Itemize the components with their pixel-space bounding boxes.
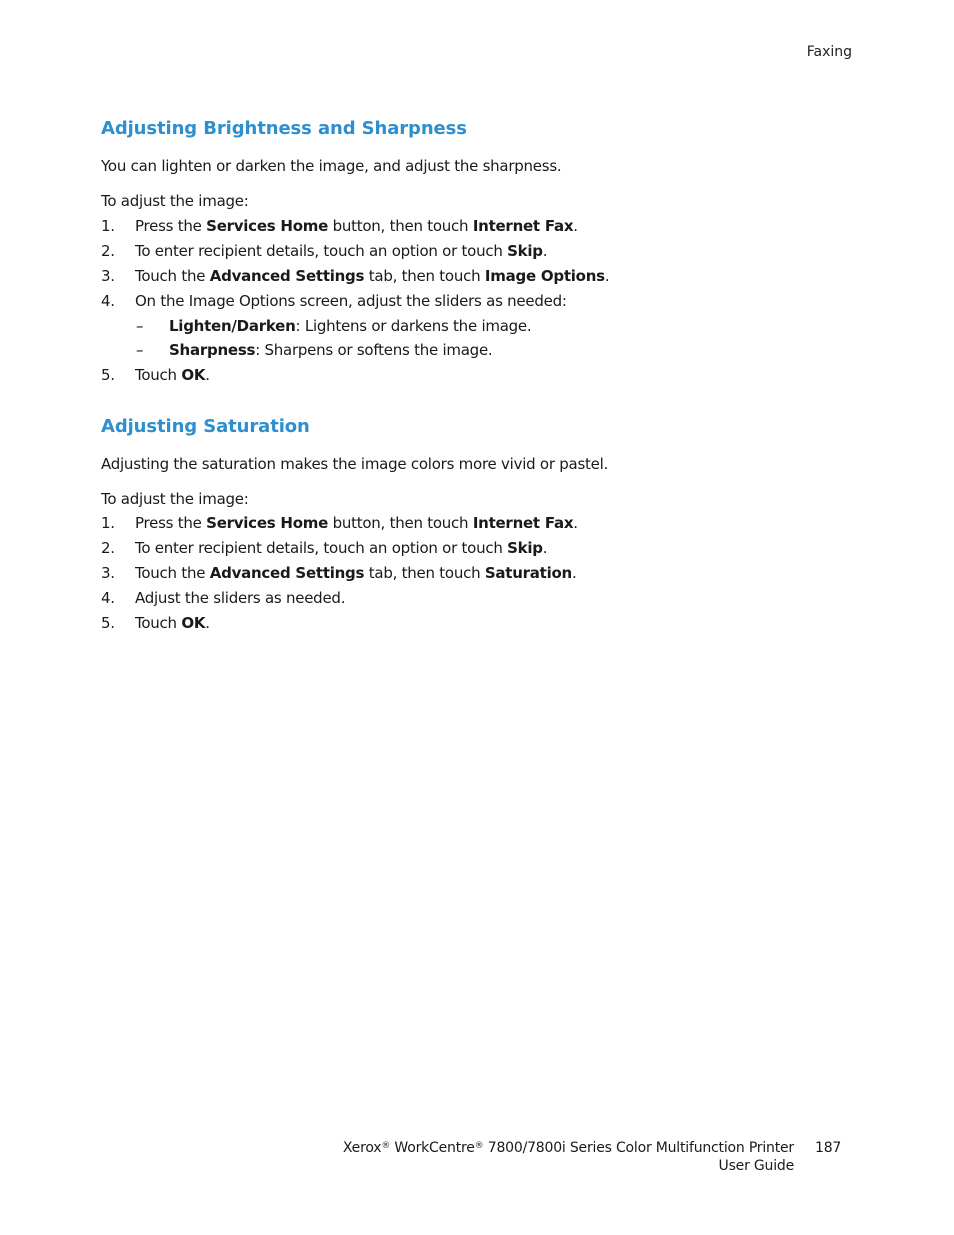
step-text: . <box>205 614 210 632</box>
section2-lead: To adjust the image: <box>101 490 249 508</box>
step-bold-term: Skip <box>507 539 543 557</box>
section-heading-brightness-sharpness: Adjusting Brightness and Sharpness <box>101 118 467 139</box>
step-text: . <box>205 366 210 384</box>
step-text: Touch the <box>135 267 210 285</box>
running-header: Faxing <box>806 44 852 60</box>
step-text: Press the <box>135 217 207 235</box>
step-text: Touch <box>135 614 182 632</box>
footer-product-line <box>343 1139 794 1157</box>
step-number: 3. <box>101 564 115 582</box>
step-text: To enter recipient details, touch an option or touch <box>135 242 508 260</box>
subitem-bold-term: Sharpness <box>169 341 256 359</box>
step-text: . <box>542 539 548 557</box>
subitem-bold-term: Lighten/Darken <box>169 317 296 335</box>
step-bold-term: Advanced Settings <box>209 564 365 582</box>
subitem-text: : Sharpens or softens the image. <box>255 341 493 359</box>
step-number: 5. <box>101 366 115 384</box>
step-bold-term: Internet Fax <box>472 514 574 532</box>
registered-mark: ® <box>381 1141 391 1151</box>
section2-intro: Adjusting the saturation makes the image colors more vivid or pastel. <box>101 455 609 473</box>
step-text: button, then touch <box>328 514 473 532</box>
footer-model: 7800/7800i Series Color Multifunction Printer <box>483 1140 794 1156</box>
step-text: . <box>573 217 578 235</box>
page-footer <box>343 1139 794 1175</box>
step-bold-term: Saturation <box>484 564 572 582</box>
step-number: 2. <box>101 242 115 260</box>
page-number: 187 <box>815 1140 842 1156</box>
step-text: . <box>542 242 548 260</box>
step-number: 1. <box>101 217 115 235</box>
step-bold-term: Services Home <box>206 217 329 235</box>
step-text: To enter recipient details, touch an option or touch <box>135 539 508 557</box>
dash-bullet: – <box>136 341 144 359</box>
step-text: button, then touch <box>328 217 473 235</box>
step-bold-term: Services Home <box>206 514 329 532</box>
section-heading-saturation: Adjusting Saturation <box>101 416 310 437</box>
step-number: 4. <box>101 589 115 607</box>
registered-mark: ® <box>474 1141 484 1151</box>
step-text: Adjust the sliders as needed. <box>135 589 346 607</box>
step-bold-term: Advanced Settings <box>209 267 365 285</box>
step-number: 4. <box>101 292 115 310</box>
step-text: tab, then touch <box>364 564 485 582</box>
step-bold-term: Internet Fax <box>472 217 574 235</box>
step-bold-term: OK <box>181 614 206 632</box>
footer-product: WorkCentre <box>390 1140 475 1156</box>
footer-doc-type: User Guide <box>718 1158 794 1174</box>
step-text: On the Image Options screen, adjust the sliders as needed: <box>135 292 567 310</box>
step-text: . <box>573 514 578 532</box>
footer-brand: Xerox <box>342 1140 382 1156</box>
step-number: 1. <box>101 514 115 532</box>
step-bold-term: Image Options <box>484 267 605 285</box>
step-bold-term: OK <box>181 366 206 384</box>
section1-lead: To adjust the image: <box>101 192 249 210</box>
step-text: . <box>571 564 577 582</box>
dash-bullet: – <box>136 317 144 335</box>
step-text: Press the <box>135 514 207 532</box>
step-number: 2. <box>101 539 115 557</box>
subitem-text: : Lightens or darkens the image. <box>295 317 532 335</box>
step-bold-term: Skip <box>507 242 543 260</box>
step-text: Touch <box>135 366 182 384</box>
step-text: tab, then touch <box>364 267 485 285</box>
step-number: 3. <box>101 267 115 285</box>
step-text: . <box>604 267 610 285</box>
step-text: Touch the <box>135 564 210 582</box>
section1-intro: You can lighten or darken the image, and adjust the sharpness. <box>101 157 562 175</box>
step-number: 5. <box>101 614 115 632</box>
